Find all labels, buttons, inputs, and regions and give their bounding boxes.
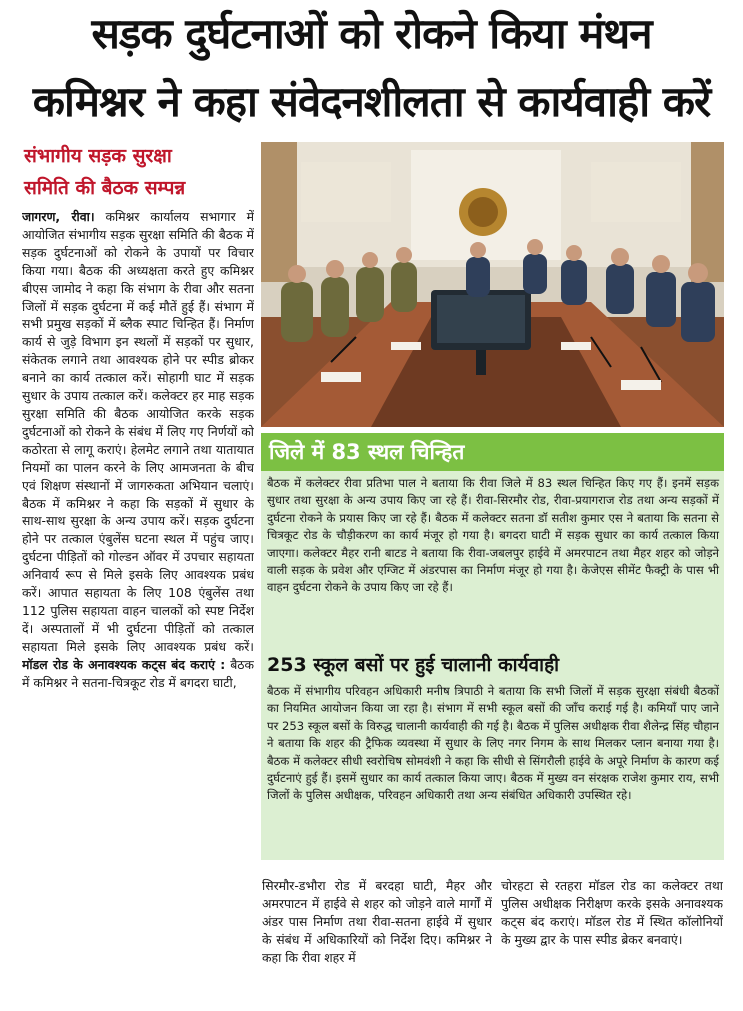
headline-line-1: सड़क दुर्घटनाओं को रोकने किया मंथन xyxy=(91,9,652,58)
headline-line-2: कमिश्नर ने कहा संवेदनशीलता से कार्यवाही करें xyxy=(32,77,711,126)
bottom-right-column: चोरहटा से रतहरा मॉडल रोड का कलेक्टर तथा पुलिस अधीक्षक निरीक्षण करके इसके अनावश्यक कट्स बंद कराएं। मॉडल रोड में स्थित कॉलोनियों के मुख्य द्वार के पास स्पीड ब्रेकर बनवाएं। xyxy=(501,878,723,947)
left-column xyxy=(22,208,254,1008)
meeting-photo xyxy=(261,142,724,427)
dateline: जागरण, रीवा। xyxy=(22,209,95,224)
meeting-photo-illustration xyxy=(261,142,724,427)
subheadline xyxy=(24,140,254,204)
subheadline-line-2: समिति की बैठक सम्पन्न xyxy=(24,177,186,199)
model-road-heading: मॉडल रोड के अनावश्यक कट्स बंद कराएं : xyxy=(22,656,226,672)
model-road-text: बैठक में कमिश्नर ने सतना-चित्रकूट रोड में बगदरा घाटी, xyxy=(22,656,254,690)
info-box-heading-1: जिले में 83 स्थल चिन्हित xyxy=(261,433,724,471)
info-box-text-1: बैठक में कलेक्टर रीवा प्रतिभा पाल ने बताया कि रीवा जिले में 83 स्थल चिन्हित किए गए हैं। इनमें सड़क सुधार तथा सुरक्षा के अन्य उपाय किए जा रहे हैं। रीवा-सिरमौर रोड, रीवा-प्रयागराज रोड तथा अन्य सड़कों में दुर्घटना रोकने के प्रयास किए जा रहे हैं। बैठक में कलेक्टर सतना डॉ सतीश कुमार एस ने बताया कि सतना से चित्रकूट रोड के चौड़ीकरण का कार्य मंजूर हो गया है। बगदरा घाटी में सड़क सुधार का कार्य तत्काल किया जाएगा। कलेक्टर मैहर रानी बाटड ने बताया कि रीवा-जबलपुर हाईवे में अमरपाटन तथा मैहर शहर को जोड़ने वाली सड़क के प्रवेश और एग्जिट में अंडरपास का निर्माण मंजूर हो गया है। केजेएस सीमेंट फैक्ट्री के पास भी वाहन दुर्घटना रोकने के उपाय किए जा रहे हैं। xyxy=(267,476,719,595)
left-column-body: कमिश्नर कार्यालय सभागार में आयोजित संभागीय सड़क सुरक्षा समिति की बैठक में सड़क दुर्घटनाओं को रोकने के उपायों पर विचार किया गया। बैठक की अध्यक्षता करते हुए कमिश्नर बीएस जामोद ने कहा कि संभाग के रीवा और सतना जिलों में सड़क दुर्घटना में कई मौतें हुई हैं। संभाग में सभी प्रमुख सड़कों में ब्लैक स्पाट चिन्हित हैं। निर्माण कार्य से जुड़े विभाग इन स्थलों में सड़कों पर सुधार, संकेतक लगाने तथा आवश्यक होने पर स्पीड ब्रोकर बनाने का कार्य तत्काल करें। सोहागी घाट में सड़क सुधार के उपाय तत्काल करें। कलेक्टर हर माह सड़क सुरक्षा समिति की बैठक आयोजित करके सड़क दुर्घटनाओं को रोकने के संबंध में लिए गए निर्णयों को कठोरता से लागू कराएं। हेलमेट लगाने तथा यातायात नियमों का पालन करने के लिए आमजनता के बीच एवं शिक्षण संस्थानों में जागरुकता अभियान चलाएं। बैठक में कमिश्नर ने कहा कि सड़कों में सुधार के साथ-साथ सुरक्षा के अन्य उपाय करें। सड़क दुर्घटना होने पर तत्काल एंबुलेंस घटना स्थल में पहुंच जाए। दुर्घटना पीड़ितों को गोल्डन ऑवर में उपचार सहायता अनिवार्य रूप से मिले इसके लिए आवश्यक प्रबंध करें। आपात सहायता के लिए 108 एंबुलेंस तथा 112 पुलिस सहायता वाहन चालकों को स्पष्ट निर्देश दें। अस्पतालों में भी दुर्घटना पीड़ितों को तत्काल सहायता मिले इसके लिए आवश्यक प्रबंध करें। xyxy=(22,209,254,654)
headline xyxy=(0,6,743,130)
bottom-middle-column: सिरमौर-डभौरा रोड में बरदहा घाटी, मैहर और अमरपाटन में हाईवे से शहर को जोड़ने वाले मार्गों में अंडर पास निर्माण तथा रीवा-सतना हाईवे में सुधार के संबंध में अधिकारियों को निर्देश दिए। कमिश्नर ने कहा कि रीवा शहर में xyxy=(262,878,492,965)
info-box xyxy=(261,433,724,860)
info-box-heading-2: 253 स्कूल बसों पर हुई चालानी कार्यवाही xyxy=(267,654,560,676)
info-box-text-2: बैठक में संभागीय परिवहन अधिकारी मनीष त्रिपाठी ने बताया कि सभी जिलों में सड़क सुरक्षा संबंधी बैठकों का नियमित आयोजन किया जा रहा है। संभाग में सभी स्कूल बसों की जाँच कराई गई है। कमियाँ पाए जाने पर 253 स्कूल बसों के विरुद्ध चालानी कार्यवाही की गई है। बैठक में पुलिस अधीक्षक रीवा शैलेन्द्र सिंह चौहान ने बताया कि शहर की ट्रैफिक व्यवस्था में सुधार के लिए नगर निगम के साथ मिलकर प्लान बनाया गया है। बैठक में कलेक्टर सीधी स्वरोचिष सोमवंशी ने कहा कि सीधी से सिंगरौली हाईवे के अपूरे निर्माण के कारण कई दुर्घटनाएं हुई हैं। इसमें सुधार का कार्य तत्काल किया जाए। बैठक में मुख्य वन संरक्षक राजेश कुमार राय, सभी जिलों के पुलिस अधीक्षक, परिवहन अधिकारी तथा अन्य संबंधित अधिकारी उपस्थित रहे। xyxy=(267,684,719,803)
subheadline-line-1: संभागीय सड़क सुरक्षा xyxy=(24,145,172,167)
